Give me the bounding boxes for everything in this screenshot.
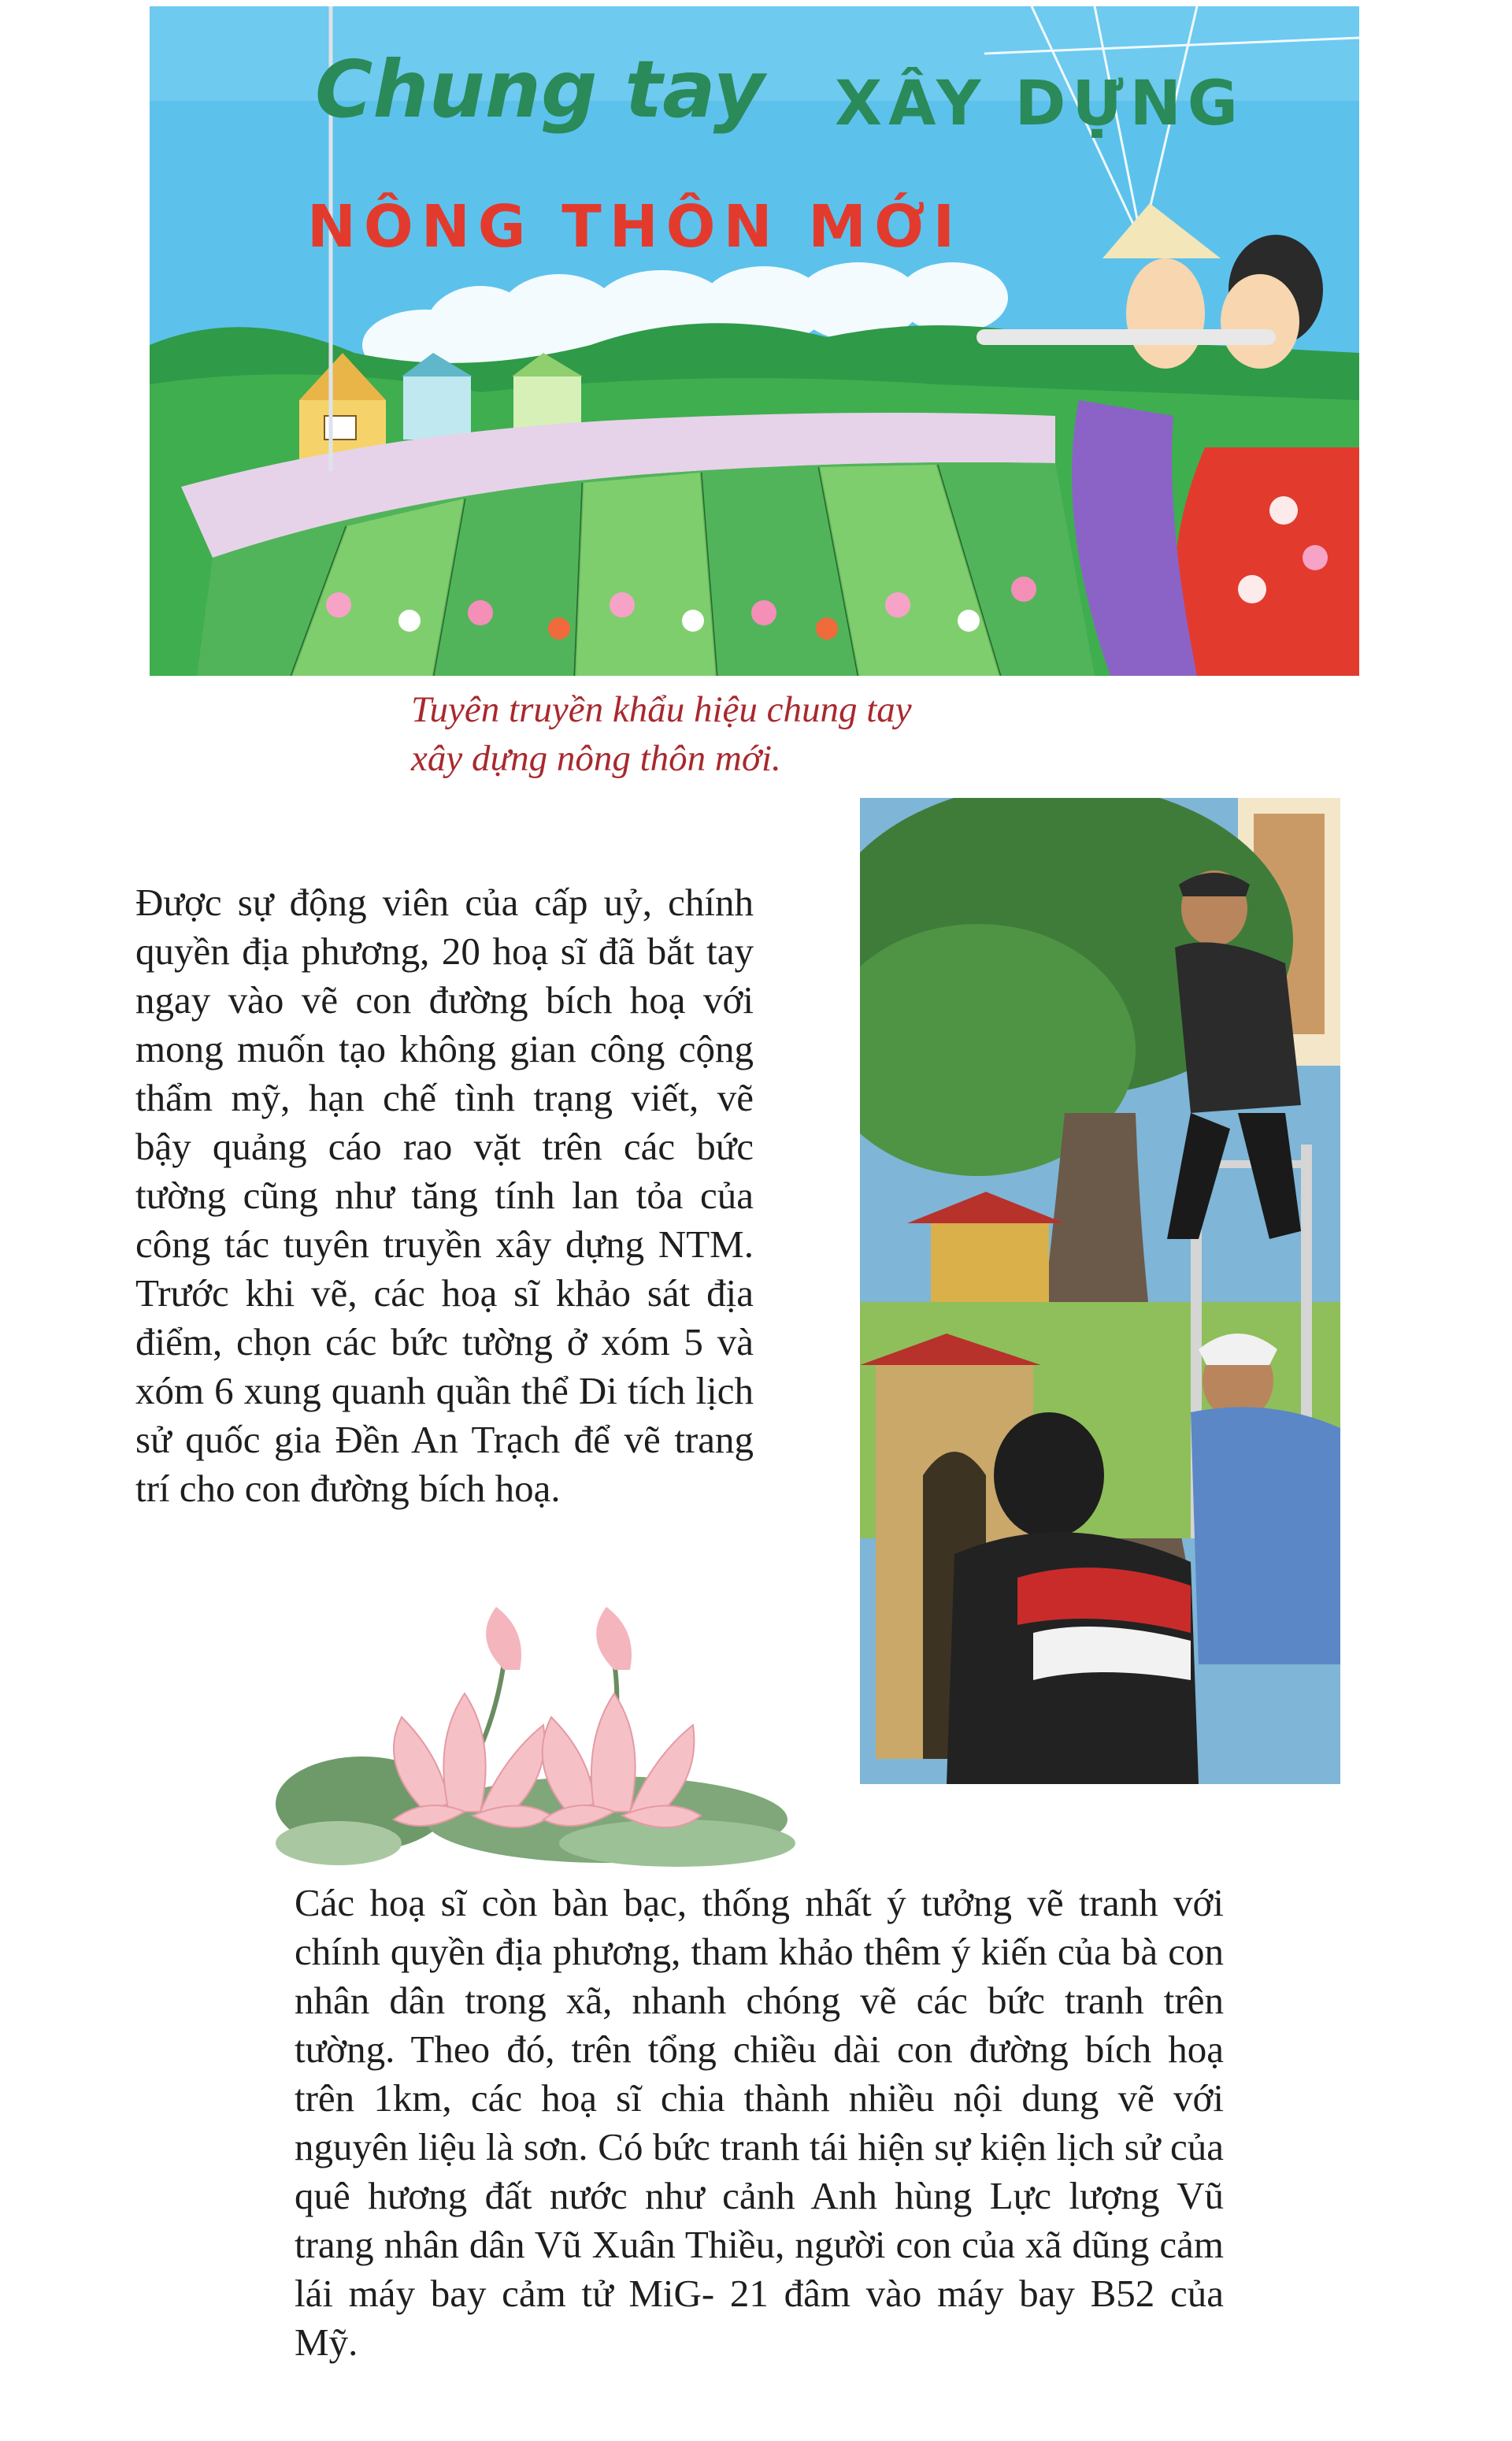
caption-line-1: Tuyên truyền khẩu hiệu chung tay [411,689,912,730]
painters-photo [860,798,1340,1784]
mural-image [150,6,1359,676]
slogan-xay-dung: XÂY DỰNG [835,69,1244,139]
paragraph-1: Được sự động viên của cấp uỷ, chính quyền địa phương, 20 hoạ sĩ đã bắt tay ngay vào vẽ con đường bích hoạ với mong muốn tạo không gian công cộng thẩm mỹ, hạn chế tình trạng viết, vẽ bậy quảng cáo rao vặt trên các bức tường cũng như tăng tính lan tỏa của công tác tuyên truyền xây dựng NTM. Trước khi vẽ, các hoạ sĩ khảo sát địa điểm, chọn các bức tường ở xóm 5 và xóm 6 xung quanh quần thể Di tích lịch sử quốc gia Đền An Trạch để vẽ trang trí cho con đường bích hoạ. [135,881,754,1510]
slogan-chung-tay: Chung tay [315,43,765,135]
mural-caption [411,685,1120,783]
slogan-nong-thon-moi: NÔNG THÔN MỚI [307,193,963,261]
lotus-decoration [268,1607,803,1867]
caption-line-2: xây dựng nông thôn mới. [411,738,781,779]
paragraph-2: Các hoạ sĩ còn bàn bạc, thống nhất ý tưởng vẽ tranh với chính quyền địa phương, tham khảo thêm ý kiến của bà con nhân dân trong xã, nhanh chóng vẽ các bức tranh trên tường. Theo đó, trên tổng chiều dài con đường bích hoạ trên 1km, các hoạ sĩ chia thành nhiều nội dung vẽ với nguyên liệu là sơn. Có bức tranh tái hiện sự kiện lịch sử của quê hương đất nước như cảnh Anh hùng Lực lượng Vũ trang nhân dân Vũ Xuân Thiều, người con của xã dũng cảm lái máy bay cảm tử MiG- 21 đâm vào máy bay B52 của Mỹ. [295,1881,1224,2364]
